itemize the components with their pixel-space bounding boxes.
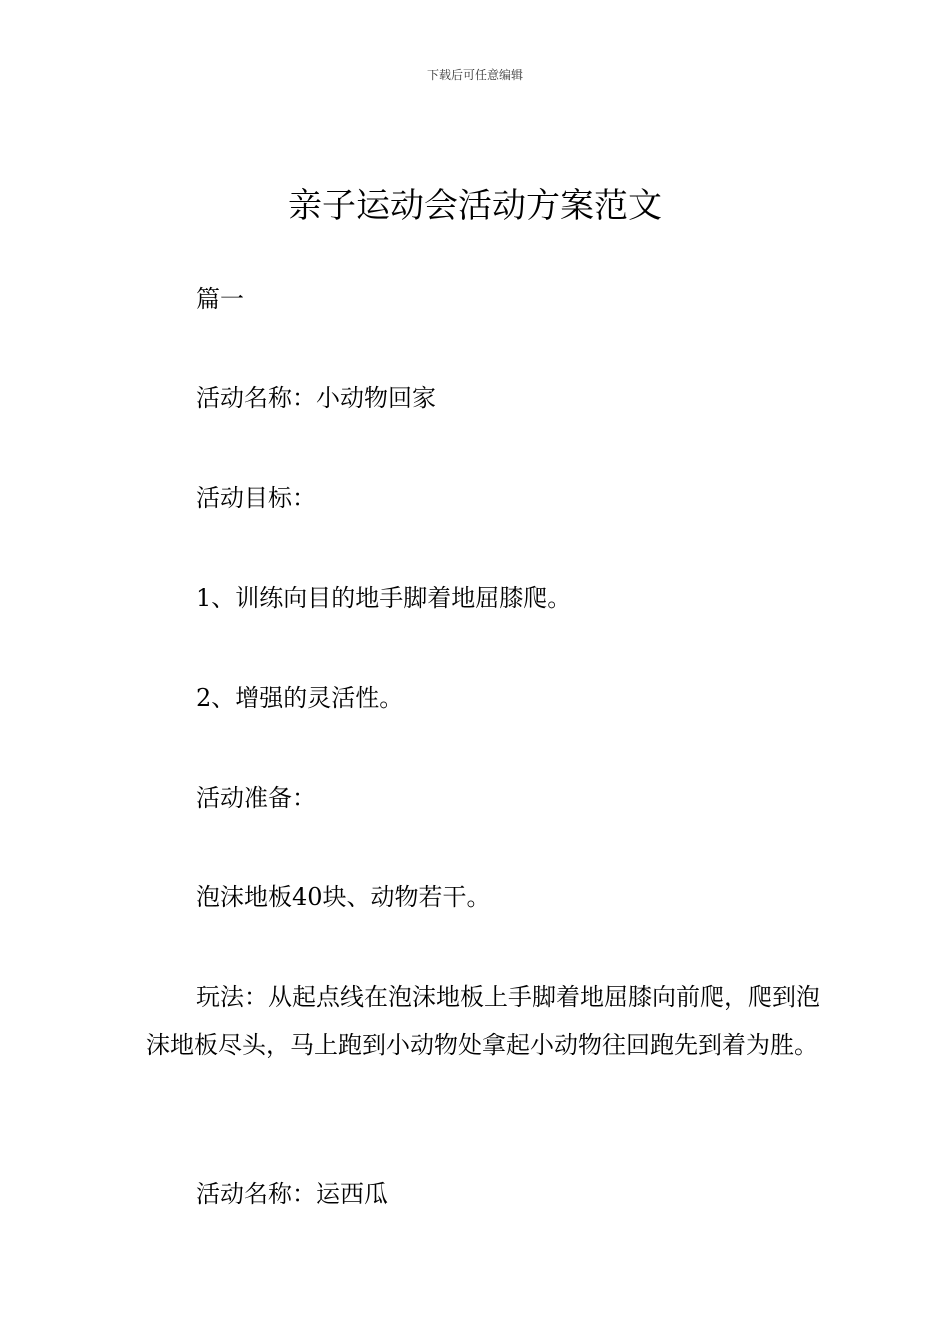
- goal-item: 1、训练向目的地手脚着地屈膝爬。: [196, 584, 572, 612]
- preparation-heading: 活动准备：: [196, 784, 316, 812]
- section-heading: 篇一: [196, 285, 244, 313]
- preparation-text: 泡沫地板40块、动物若干。: [196, 883, 491, 911]
- document-title: 亲子运动会活动方案范文: [288, 186, 662, 226]
- header-note: 下载后可任意编辑: [426, 68, 523, 82]
- activity-name: 活动名称：运西瓜: [196, 1180, 388, 1208]
- activity-goals-heading: 活动目标：: [196, 484, 316, 512]
- gameplay-text: 玩法：从起点线在泡沫地板上手脚着地屈膝向前爬，爬到泡沫地板尽头，马上跑到小动物处拿起小动物往回跑先到着为胜。: [146, 983, 820, 1059]
- activity-name: 活动名称：小动物回家: [196, 384, 436, 412]
- goal-item: 2、增强的灵活性。: [196, 684, 404, 712]
